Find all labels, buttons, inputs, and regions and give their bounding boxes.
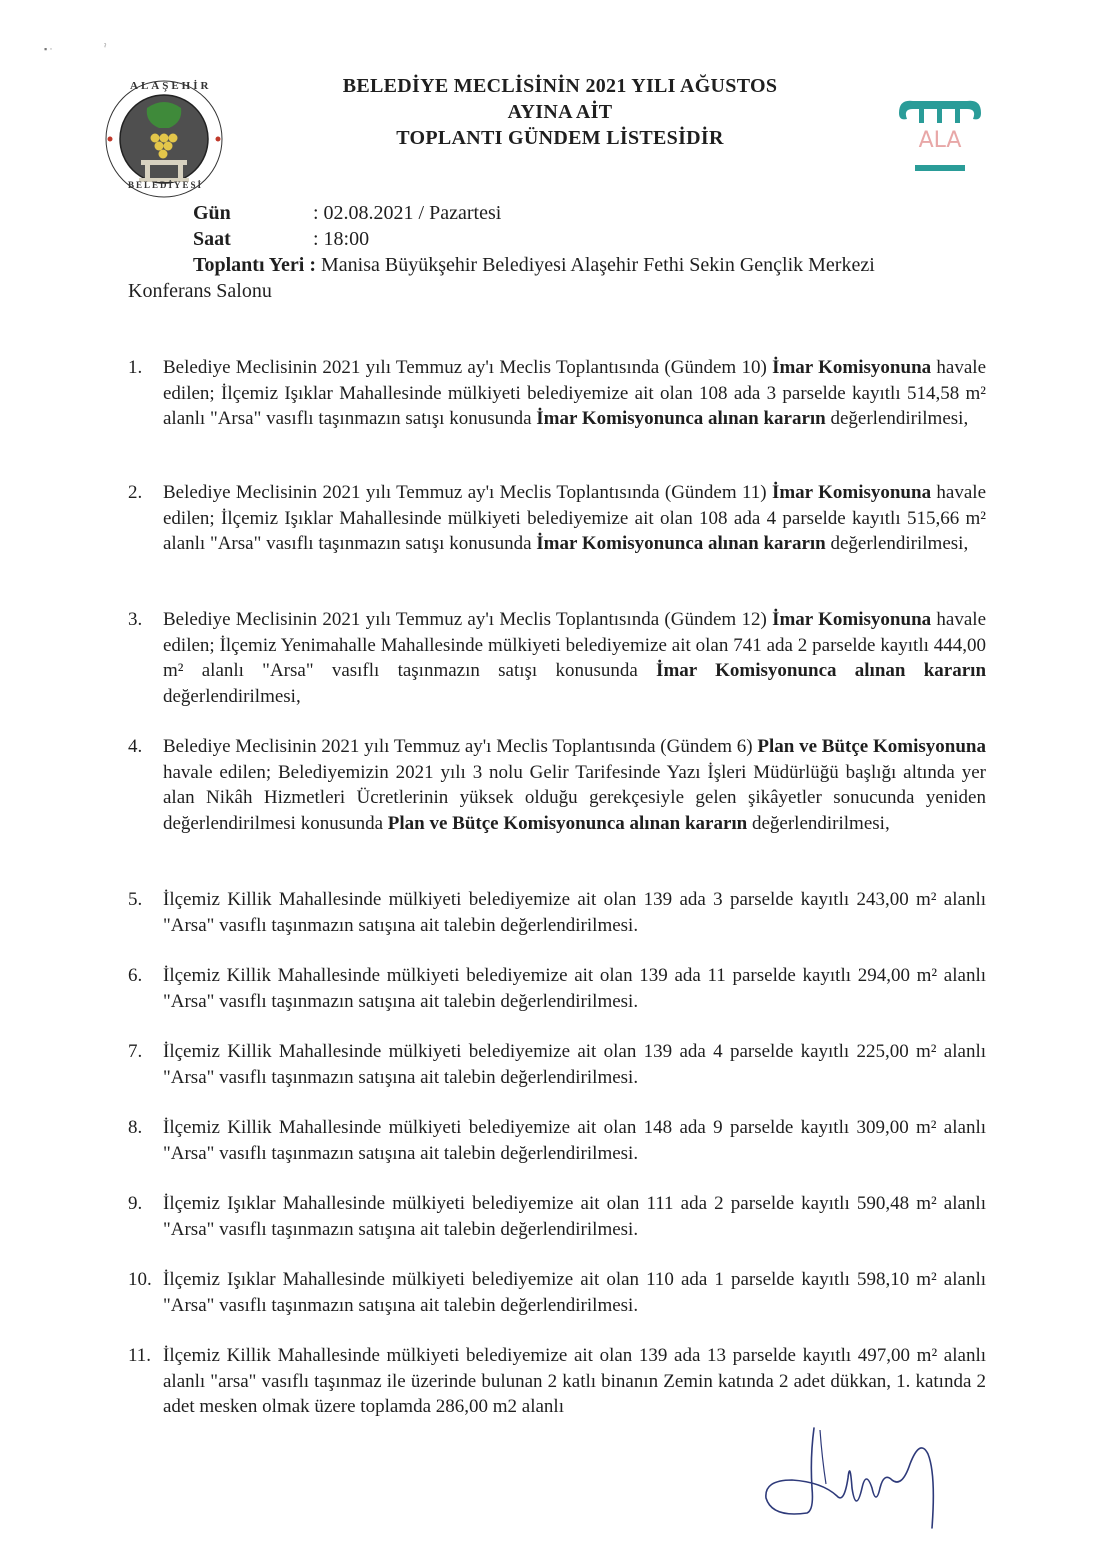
seal-text-top: ALAŞEHİR — [130, 80, 212, 92]
agenda-item-text: İlçemiz Killik Mahallesinde mülkiyeti belediyemize ait olan 139 ada 13 parselde kayıtlı 497,00 m² alanlı alanlı "arsa" vasıflı taşınmaz ile üzerinde bulunan 2 katlı binanın Zemin katında 2 adet dükkan, 1. katında 2 adet mesken olmak üzere toplamda 286,00 m2 alanlı — [163, 1345, 986, 1417]
agenda-item-text: İlçemiz Işıklar Mahallesinde mülkiyeti belediyemize ait olan 111 ada 2 parselde kayıtlı 590,48 m² alanlı "Arsa" vasıflı taşınmazın satışına ait talebin değerlendirilmesi. — [163, 1193, 986, 1240]
time-value: : 18:00 — [313, 228, 370, 250]
title-line-1: BELEDİYE MECLİSİNİN 2021 YILI AĞUSTOS — [342, 75, 778, 97]
ala-logo-letters: ALA — [918, 128, 962, 153]
agenda-item-text: İlçemiz Killik Mahallesinde mülkiyeti belediyemize ait olan 139 ada 3 parselde kayıtlı 243,00 m² alanlı "Arsa" vasıflı taşınmazın satışına ait talebin değerlendirilmesi. — [163, 889, 986, 936]
place-label: Toplantı Yeri : — [193, 254, 316, 276]
agenda-item-number: 8. — [128, 1117, 143, 1138]
agenda-item-text: Belediye Meclisinin 2021 yılı Temmuz ay'ı Meclis Toplantısında (Gündem 6) Plan ve Bütçe Komisyonuna havale edilen; Belediyemizin 2021 yılı 3 nolu Gelir Tarifesinde Yazı İşleri Müdürlüğü başlığı altında yer alan Nikâh Hizmetleri Ücretlerinin yüksek olduğu gerekçesiyle gelen şikâyetler sonucunda yeniden değerlendirilmesi konusunda Plan ve Bütçe Komisyonunca alınan kararın değerlendirilmesi, — [163, 736, 986, 834]
meeting-place-row — [193, 252, 985, 278]
scan-artifact: ▪ · — [44, 44, 53, 54]
agenda-item-text: İlçemiz Killik Mahallesinde mülkiyeti belediyemize ait olan 139 ada 4 parselde kayıtlı 225,00 m² alanlı "Arsa" vasıflı taşınmazın satışına ait talebin değerlendirilmesi. — [163, 1041, 986, 1088]
agenda-item-number: 5. — [128, 889, 143, 910]
ala-brand-logo — [893, 95, 987, 173]
agenda-item — [128, 963, 986, 1014]
day-label: Gün — [193, 202, 231, 224]
agenda-item — [128, 887, 986, 938]
meeting-time-row — [193, 226, 369, 252]
agenda-item — [128, 1115, 986, 1166]
title-line-3: TOPLANTI GÜNDEM LİSTESİDİR — [396, 127, 724, 149]
agenda-item — [128, 1039, 986, 1090]
agenda-item-number: 6. — [128, 965, 143, 986]
time-label: Saat — [193, 228, 231, 250]
agenda-item-number: 3. — [128, 609, 143, 630]
agenda-item — [128, 480, 986, 557]
meeting-place-continued: Konferans Salonu — [128, 280, 272, 302]
seal-text-bottom: BELEDİYESİ — [128, 180, 204, 190]
scan-artifact: ˀ — [104, 42, 107, 52]
agenda-item — [128, 607, 986, 709]
agenda-item-text: Belediye Meclisinin 2021 yılı Temmuz ay'ı Meclis Toplantısında (Gündem 11) İmar Komisyonuna havale edilen; İlçemiz Işıklar Mahallesinde mülkiyeti belediyemize ait olan 108 ada 4 parselde kayıtlı 515,66 m² alanlı "Arsa" vasıflı taşınmazın satışı konusunda İmar Komisyonunca alınan kararın değerlendirilmesi, — [163, 482, 986, 554]
agenda-item-text: Belediye Meclisinin 2021 yılı Temmuz ay'ı Meclis Toplantısında (Gündem 10) İmar Komisyonuna havale edilen; İlçemiz Işıklar Mahallesinde mülkiyeti belediyemize ait olan 108 ada 3 parselde kayıtlı 514,58 m² alanlı "Arsa" vasıflı taşınmazın satışı konusunda İmar Komisyonunca alınan kararın değerlendirilmesi, — [163, 357, 986, 429]
agenda-item-text: İlçemiz Killik Mahallesinde mülkiyeti belediyemize ait olan 139 ada 11 parselde kayıtlı 294,00 m² alanlı "Arsa" vasıflı taşınmazın satışına ait talebin değerlendirilmesi. — [163, 965, 986, 1012]
agenda-item-number: 2. — [128, 482, 143, 503]
agenda-item — [128, 734, 986, 836]
day-value: : 02.08.2021 / Pazartesi — [313, 202, 502, 224]
agenda-item-number: 11. — [128, 1345, 152, 1366]
document-title — [300, 73, 820, 151]
handwritten-signature — [752, 1418, 952, 1548]
agenda-item-text: İlçemiz Killik Mahallesinde mülkiyeti belediyemize ait olan 148 ada 9 parselde kayıtlı 309,00 m² alanlı "Arsa" vasıflı taşınmazın satışına ait talebin değerlendirilmesi. — [163, 1117, 986, 1164]
agenda-item-number: 4. — [128, 736, 143, 757]
meeting-day-row — [193, 200, 501, 226]
title-line-2: AYINA AİT — [507, 101, 613, 123]
agenda-item-number: 9. — [128, 1193, 143, 1214]
place-value: Manisa Büyükşehir Belediyesi Alaşehir Fethi Sekin Gençlik Merkezi — [315, 254, 875, 276]
agenda-item — [128, 355, 986, 432]
agenda-item-text: Belediye Meclisinin 2021 yılı Temmuz ay'ı Meclis Toplantısında (Gündem 12) İmar Komisyonuna havale edilen; İlçemiz Yenimahalle Mahallesinde mülkiyeti belediyemize ait olan 741 ada 2 parselde kayıtlı 444,00 m² alanlı "Arsa" vasıflı taşınmazın satışı konusunda İmar Komisyonunca alınan kararın değerlendirilmesi, — [163, 609, 987, 707]
agenda-item — [128, 1267, 986, 1318]
agenda-item-number: 10. — [128, 1269, 152, 1290]
agenda-item-number: 1. — [128, 357, 143, 378]
agenda-item-number: 7. — [128, 1041, 143, 1062]
agenda-item — [128, 1191, 986, 1242]
agenda-item — [128, 1343, 986, 1420]
agenda-item-text: İlçemiz Işıklar Mahallesinde mülkiyeti belediyemize ait olan 110 ada 1 parselde kayıtlı 598,10 m² alanlı "Arsa" vasıflı taşınmazın satışına ait talebin değerlendirilmesi. — [163, 1269, 986, 1316]
